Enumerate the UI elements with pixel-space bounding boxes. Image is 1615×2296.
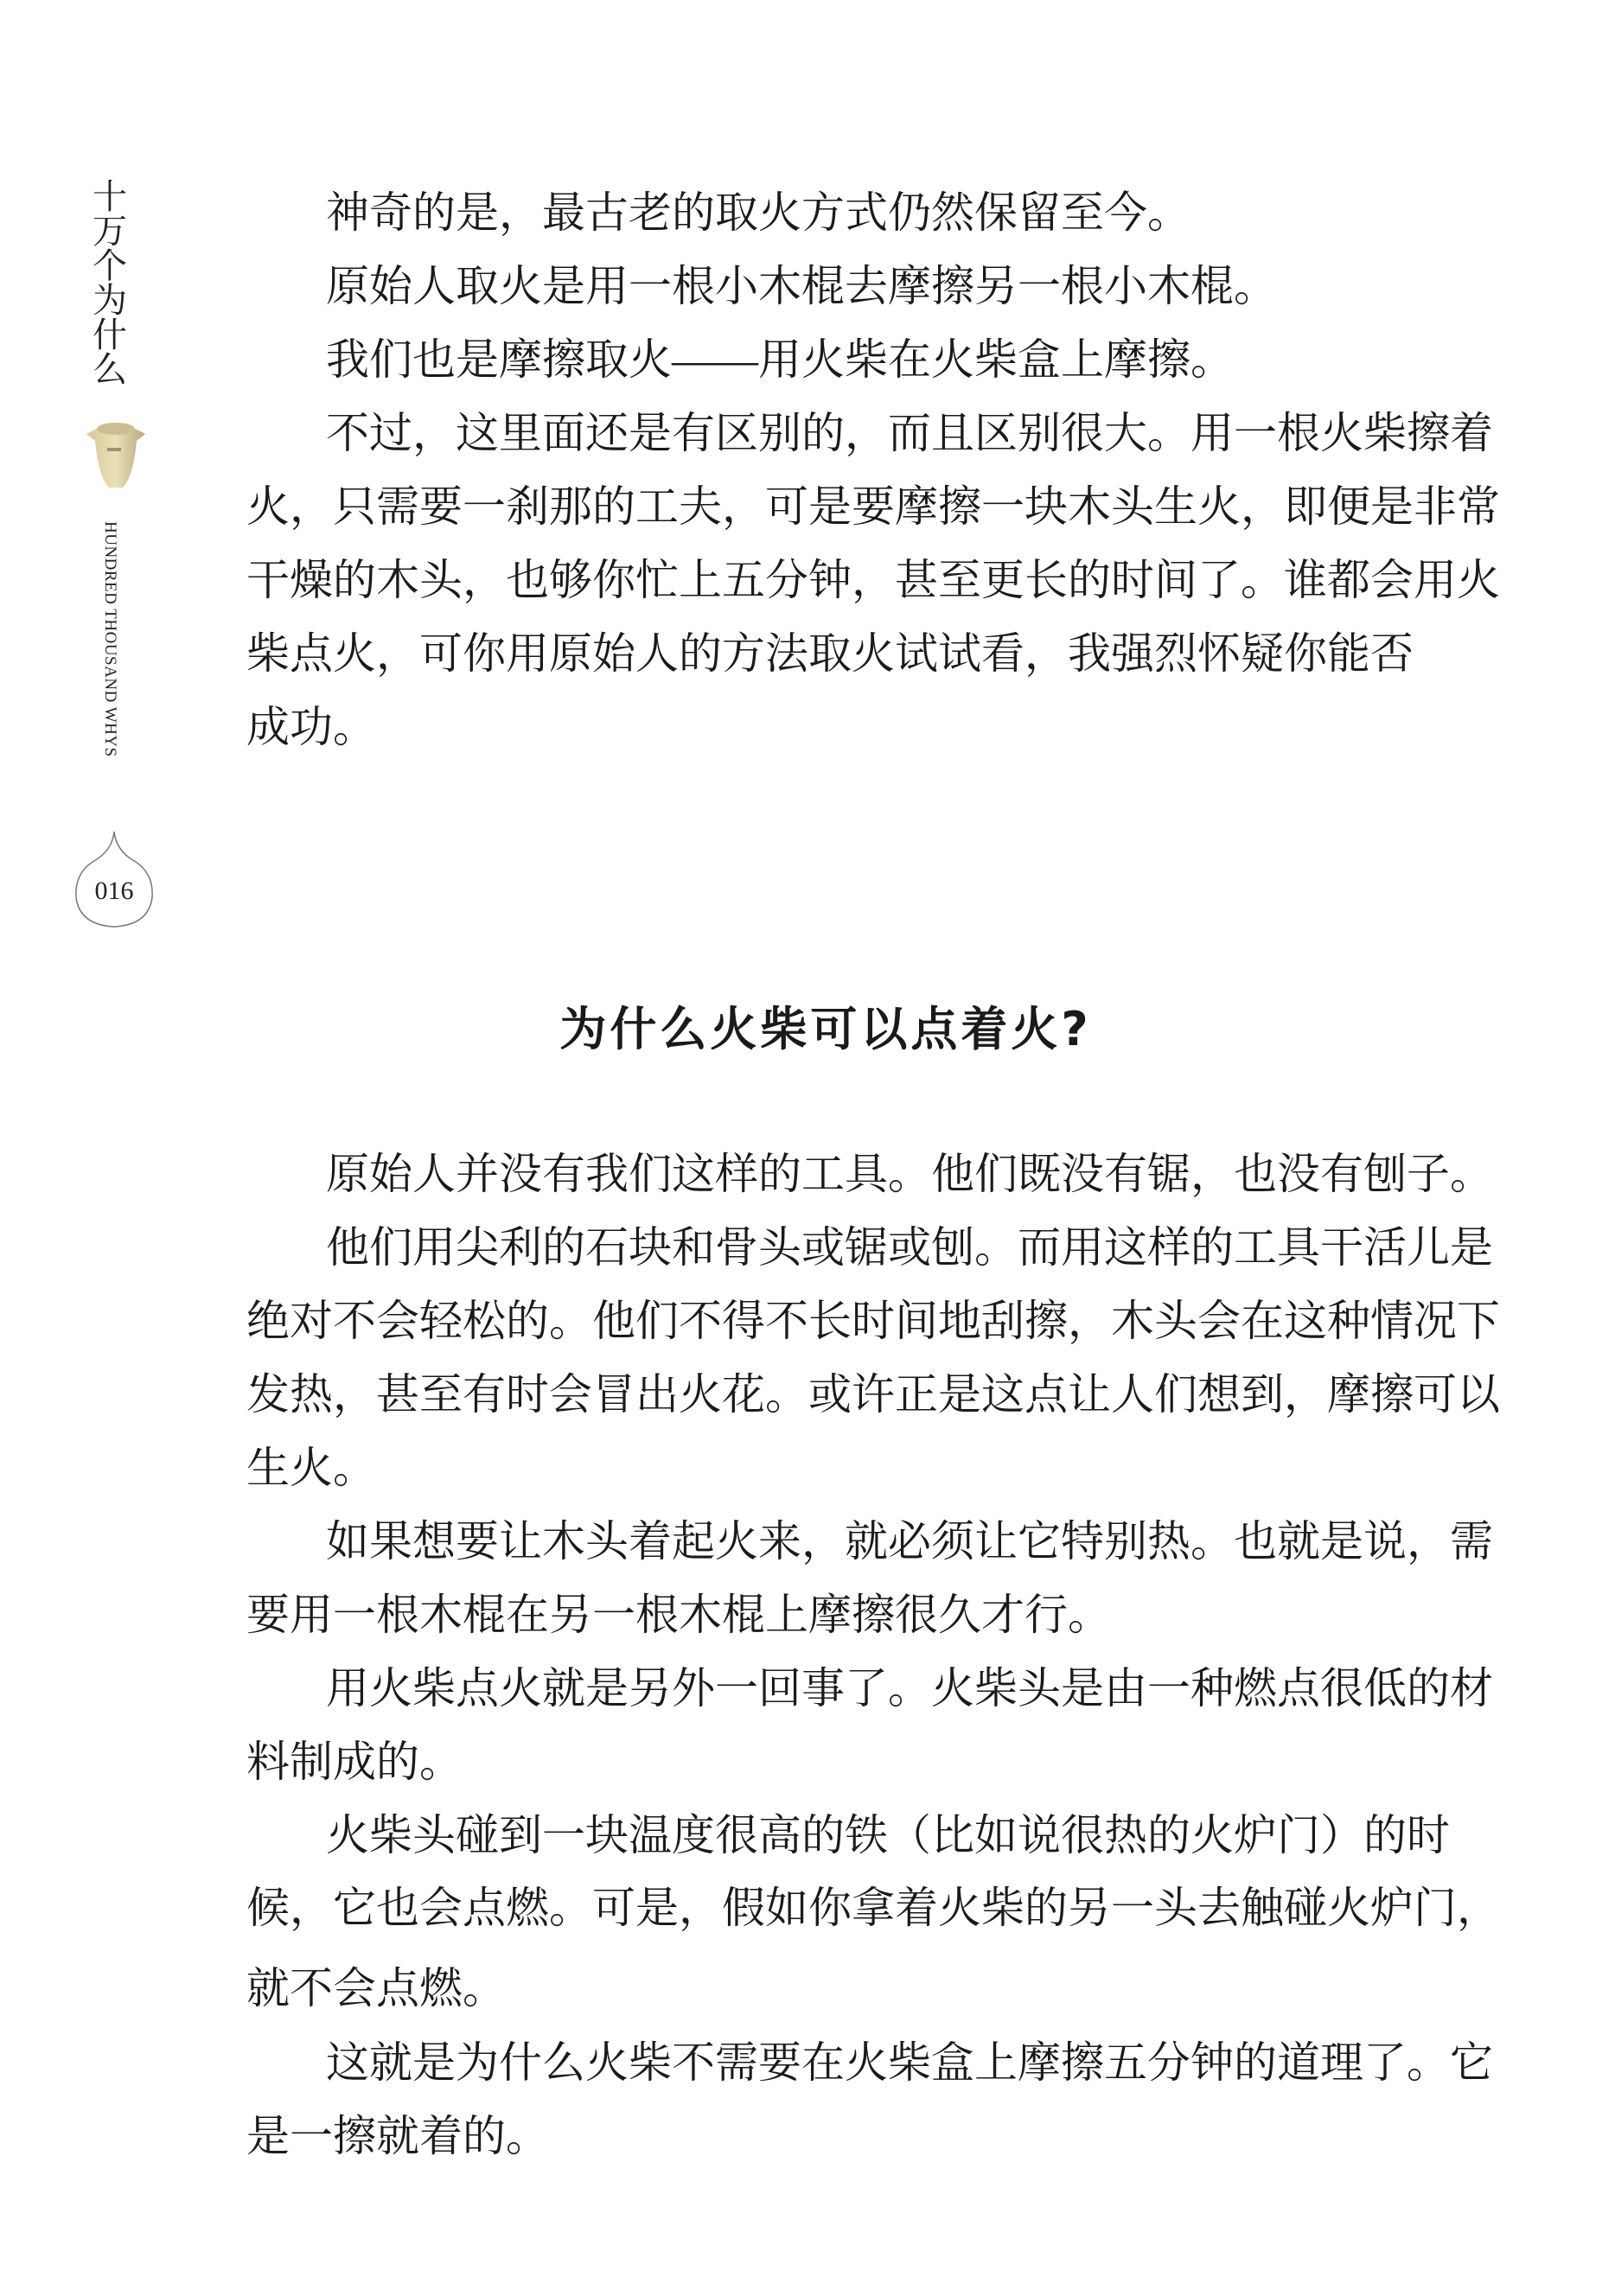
book-title-vertical [90,177,130,389]
text-line: 是一擦就着的。 [246,2112,549,2160]
text-line: 就不会点燃。 [246,1964,506,2012]
text-line: 如果想要让木头着起火来，就必须让它特别热。也就是说，需 [326,1517,1493,1566]
book-title-char: 么 [93,350,127,389]
text-line: 火，只需要一刹那的工夫，可是要摩擦一块木头生火，即便是非常 [246,482,1500,531]
book-title-char: 万 [93,212,127,251]
text-line: 我们也是摩擦取火——用火柴在火柴盒上摩擦。 [326,335,1234,384]
text-line: 火柴头碰到一块温度很高的铁（比如说很热的火炉门）的时 [326,1811,1450,1859]
section-title: 为什么火柴可以点着火? [559,1002,1092,1056]
text-line: 不过，这里面还是有区别的，而且区别很大。用一根火柴擦着 [326,409,1493,457]
text-line: 料制成的。 [246,1738,463,1786]
pottery-vase-icon [81,408,150,499]
text-line: 成功。 [246,703,376,751]
text-line: 要用一根木棍在另一根木棍上摩擦很久才行。 [246,1591,1111,1639]
text-line: 绝对不会轻松的。他们不得不长时间地刮擦，木头会在这种情况下 [246,1297,1500,1345]
book-title-char: 个 [93,246,127,285]
text-line: 候，它也会点燃。可是，假如你拿着火柴的另一头去触碰火炉门， [246,1884,1500,1932]
text-line: 神奇的是，最古老的取火方式仍然保留至今。 [326,188,1191,237]
text-line: 发热，甚至有时会冒出火花。或许正是这点让人们想到，摩擦可以 [246,1370,1500,1419]
book-title-char: 十 [93,177,127,216]
text-line: 生火。 [246,1444,376,1492]
text-line: 这就是为什么火柴不需要在火柴盒上摩擦五分钟的道理了。它 [326,2038,1493,2087]
page-number-badge [71,830,157,930]
book-title-char: 为 [93,281,127,320]
text-line: 原始人取火是用一根小木棍去摩擦另一根小木棍。 [326,262,1277,310]
text-line: 他们用尖利的石块和骨头或锯或刨。而用这样的工具干活儿是 [326,1223,1493,1272]
text-line: 干燥的木头，也够你忙上五分钟，甚至更长的时间了。谁都会用火 [246,556,1500,604]
book-title-char: 什 [93,316,127,354]
text-line: 柴点火，可你用原始人的方法取火试试看，我强烈怀疑你能否 [246,629,1414,678]
text-line: 原始人并没有我们这样的工具。他们既没有锯，也没有刨子。 [326,1150,1493,1198]
english-title-vertical: HUNDRED THOUSAND WHYS [101,521,119,757]
text-line: 用火柴点火就是另外一回事了。火柴头是由一种燃点很低的材 [326,1664,1493,1712]
page-number: 016 [94,877,134,905]
